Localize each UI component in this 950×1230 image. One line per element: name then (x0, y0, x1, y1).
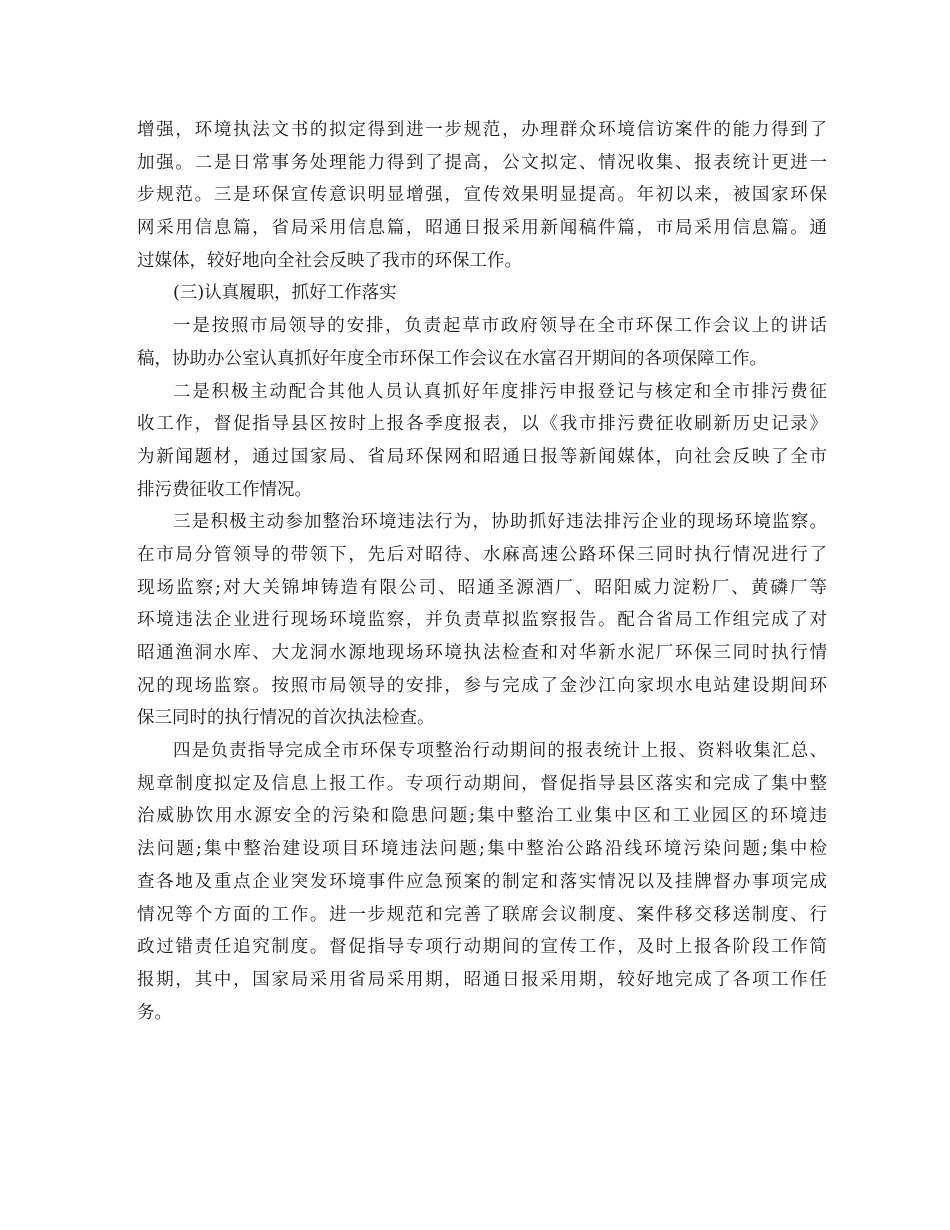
text-line: 网采用信息篇，省局采用信息篇，昭通日报采用新闻稿件篇，市局采用信息篇。通 (137, 218, 827, 239)
text-line: 三是积极主动参加整治环境违法行为，协助抓好违法排污企业的现场环境监察。 (173, 512, 827, 533)
text-line: (三)认真履职，抓好工作落实 (173, 283, 397, 304)
text-line: 保三同时的执行情况的首次执法检查。 (137, 708, 435, 729)
text-line: 一是按照市局领导的安排，负责起草市政府领导在全市环保工作会议上的讲话 (173, 316, 827, 337)
text-line: 增强，环境执法文书的拟定得到进一步规范，办理群众环境信访案件的能力得到了 (137, 120, 827, 140)
text-line: 昭通渔洞水库、大龙洞水源地现场环境执法检查和对华新水泥厂环保三同时执行情 (137, 643, 827, 663)
text-line: 加强。二是日常事务处理能力得到了提高，公文拟定、情况收集、报表统计更进一 (137, 152, 827, 173)
text-line: 收工作，督促指导县区按时上报各季度报表，以《我市排污费征收刷新历史记录》 (137, 414, 827, 435)
text-line: 务。 (137, 1002, 172, 1023)
text-line: 规章制度拟定及信息上报工作。专项行动期间，督促指导县区落实和完成了集中整 (137, 773, 827, 794)
text-line: 稿，协助办公室认真抓好年度全市环保工作会议在水富召开期间的各项保障工作。 (137, 348, 767, 369)
text-line: 为新闻题材，通过国家局、省局环保网和昭通日报等新闻媒体，向社会反映了全市 (137, 446, 827, 467)
text-line: 过媒体，较好地向全社会反映了我市的环保工作。 (137, 250, 522, 271)
text-line: 排污费征收工作情况。 (137, 479, 312, 500)
text-line: 政过错责任追究制度。督促指导专项行动期间的宣传工作，及时上报各阶段工作简 (137, 937, 827, 958)
text-line: 在市局分管领导的带领下，先后对昭待、水麻高速公路环保三同时执行情况进行了 (137, 544, 827, 565)
text-line: 环境违法企业进行现场环境监察，并负责草拟监察报告。配合省局工作组完成了对 (137, 610, 827, 631)
text-line: 现场监察;对大关锦坤铸造有限公司、昭通圣源酒厂、昭阳威力淀粉厂、黄磷厂等 (137, 577, 827, 598)
document-body (137, 114, 827, 1029)
text-line: 步规范。三是环保宣传意识明显增强，宣传效果明显提高。年初以来，被国家环保 (137, 185, 827, 206)
text-line: 法问题;集中整治建设项目环境违法问题;集中整治公路沿线环境污染问题;集中检 (137, 839, 827, 860)
text-line: 查各地及重点企业突发环境事件应急预案的制定和落实情况以及挂牌督办事项完成 (137, 871, 827, 892)
text-line: 况的现场监察。按照市局领导的安排，参与完成了金沙江向家坝水电站建设期间环 (137, 675, 827, 696)
text-line: 二是积极主动配合其他人员认真抓好年度排污申报登记与核定和全市排污费征 (173, 381, 827, 402)
text-line: 情况等个方面的工作。进一步规范和完善了联席会议制度、案件移交移送制度、行 (137, 904, 827, 925)
text-line: 四是负责指导完成全市环保专项整治行动期间的报表统计上报、资料收集汇总、 (173, 741, 827, 762)
text-line: 治威胁饮用水源安全的污染和隐患问题;集中整治工业集中区和工业园区的环境违 (137, 806, 827, 827)
text-line: 报期，其中，国家局采用省局采用期，昭通日报采用期，较好地完成了各项工作任 (137, 969, 827, 990)
